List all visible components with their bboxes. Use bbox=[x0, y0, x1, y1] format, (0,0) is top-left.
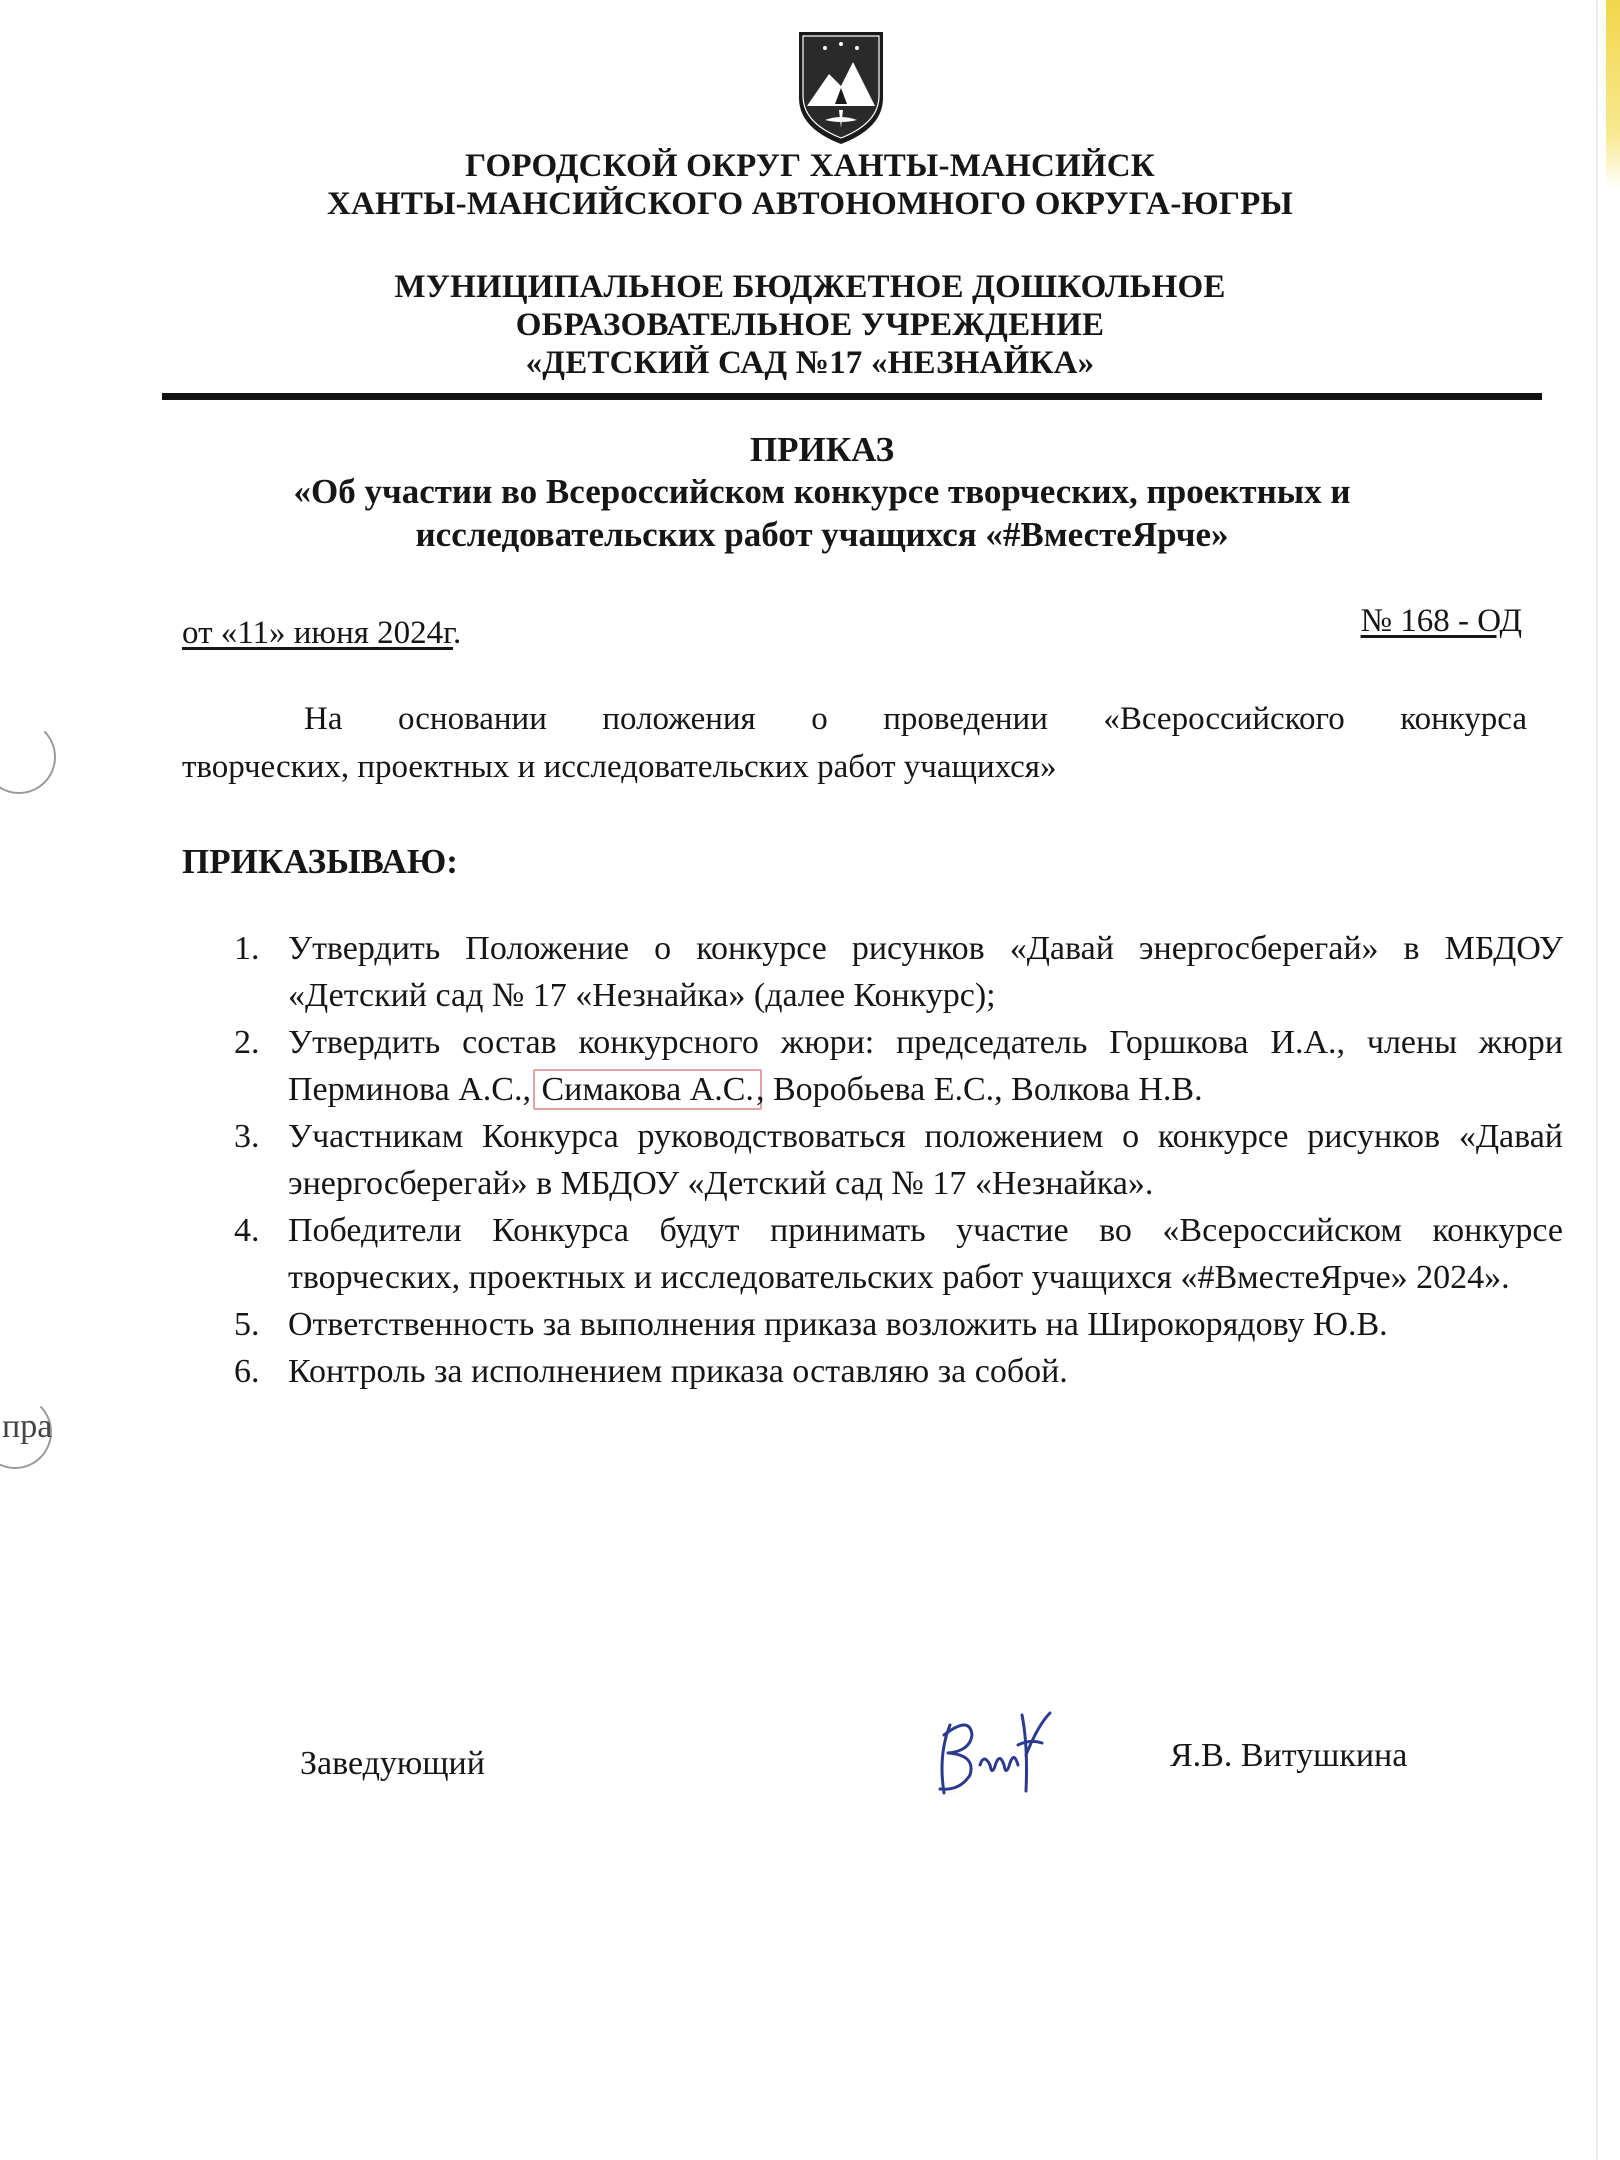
list-item-number: 3. bbox=[234, 1118, 260, 1155]
margin-bleed-text: пра bbox=[2, 1408, 53, 1445]
list-item-text: Ответственность за выполнения приказа возложить на Широкорядову Ю.В. bbox=[288, 1306, 1388, 1343]
basis-paragraph-line-2: творческих, проектных и исследовательских работ учащихся» bbox=[182, 749, 1057, 785]
list-item-number: 1. bbox=[234, 930, 260, 967]
signatory-name: Я.В. Витушкина bbox=[1170, 1737, 1408, 1774]
list-item-number: 5. bbox=[234, 1306, 260, 1343]
header-line-5: «ДЕТСКИЙ САД №17 «НЕЗНАЙКА» bbox=[525, 345, 1095, 381]
signatory-role: Заведующий bbox=[300, 1745, 485, 1782]
order-items-list bbox=[228, 925, 1563, 1395]
list-item bbox=[228, 1019, 1563, 1113]
list-item bbox=[228, 1207, 1563, 1301]
list-item-text: Контроль за исполнением приказа оставляю за собой. bbox=[288, 1353, 1068, 1390]
header-line-2: ХАНТЫ-МАНСИЙСКОГО АВТОНОМНОГО ОКРУГА-ЮГРЫ bbox=[326, 186, 1294, 222]
list-item-text: Утвердить состав конкурсного жюри: председатель Горшкова И.А., члены жюри Перминова А.С., bbox=[288, 1024, 1563, 1108]
handwritten-signature-icon bbox=[930, 1705, 1065, 1800]
list-item-text: , Воробьева Е.С., Волкова Н.В. bbox=[755, 1071, 1203, 1108]
list-item bbox=[228, 925, 1563, 1019]
list-item-number: 4. bbox=[234, 1212, 260, 1249]
header-line-1: ГОРОДСКОЙ ОКРУГ ХАНТЫ-МАНСИЙСК bbox=[465, 148, 1155, 184]
city-coat-of-arms-icon bbox=[795, 28, 887, 148]
document-date-text: от «11» июня 2024г bbox=[182, 615, 453, 651]
list-item-number: 2. bbox=[234, 1024, 260, 1061]
list-item-text: Участникам Конкурса руководствоваться положением о конкурсе рисунков «Давай энергосберегай» в МБДОУ «Детский сад № 17 «Незнайка». bbox=[288, 1118, 1563, 1202]
list-item bbox=[228, 1301, 1563, 1348]
highlighted-name: Симакова А.С. bbox=[533, 1069, 761, 1110]
document-subject-line-1: «Об участии во Всероссийском конкурсе творческих, проектных и bbox=[293, 472, 1351, 511]
order-heading: ПРИКАЗЫВАЮ: bbox=[182, 842, 458, 881]
document-title: ПРИКАЗ bbox=[749, 430, 895, 469]
document-number: № 168 - ОД bbox=[1360, 603, 1522, 639]
list-item bbox=[228, 1113, 1563, 1207]
punch-hole-mark bbox=[0, 720, 56, 794]
header-line-4: ОБРАЗОВАТЕЛЬНОЕ УЧРЕЖДЕНИЕ bbox=[515, 307, 1105, 343]
document-date-dot: . bbox=[452, 615, 462, 651]
list-item-text: Победители Конкурса будут принимать участие во «Всероссийском конкурсе творческих, проектных и исследовательских работ учащихся «#ВместеЯрче» 2024». bbox=[288, 1212, 1563, 1296]
list-item bbox=[228, 1348, 1563, 1395]
header-divider bbox=[162, 393, 1542, 400]
document-date bbox=[182, 615, 461, 652]
header-line-3: МУНИЦИПАЛЬНОЕ БЮДЖЕТНОЕ ДОШКОЛЬНОЕ bbox=[394, 269, 1226, 305]
basis-paragraph-line-1: На основании положения о проведении «Всероссийского конкурса bbox=[304, 701, 1527, 737]
list-item-number: 6. bbox=[234, 1353, 260, 1390]
list-item-text: Утвердить Положение о конкурсе рисунков «Давай энергосберегай» в МБДОУ «Детский сад № 17 «Незнайка» (далее Конкурс); bbox=[288, 930, 1563, 1014]
document-subject-line-2: исследовательских работ учащихся «#ВместеЯрче» bbox=[415, 515, 1229, 554]
